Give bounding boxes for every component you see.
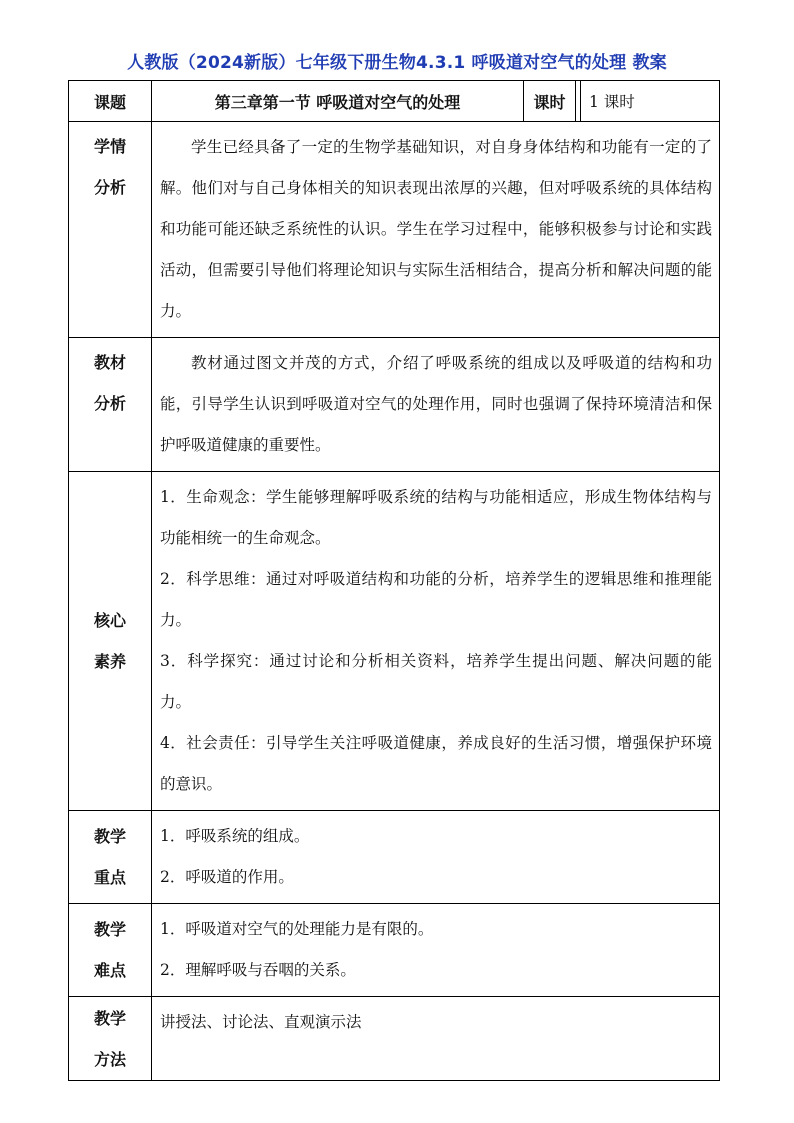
textbook-analysis-text: 教材通过图文并茂的方式，介绍了呼吸系统的组成以及呼吸道的结构和功能，引导学生认识到呼吸道对空气的处理作用，同时也强调了保持环境清洁和保护呼吸道健康的重要性。 [152, 338, 720, 472]
core-literacy-label [69, 472, 152, 811]
label-line-2: 重点 [93, 868, 126, 887]
methods-label [69, 997, 152, 1081]
methods-text: 讲授法、讨论法、直观演示法 [152, 997, 720, 1081]
difficulties-label [69, 904, 152, 997]
core-literacy-list [152, 472, 720, 811]
lesson-plan-table [68, 80, 720, 1081]
core-literacy-row [69, 472, 720, 811]
key-points-row [69, 811, 720, 904]
list-item: 3．科学探究：通过讨论和分析相关资料，培养学生提出问题、解决问题的能力。 [160, 652, 712, 711]
textbook-analysis-label [69, 338, 152, 472]
label-line-2: 分析 [93, 178, 126, 197]
header-row [69, 81, 720, 122]
list-item: 2．理解呼吸与吞咽的关系。 [160, 961, 356, 979]
list-item: 4．社会责任：引导学生关注呼吸道健康，养成良好的生活习惯，增强保护环境的意识。 [160, 734, 712, 793]
label-line-1: 教学 [93, 1008, 126, 1028]
label-line-1: 学情 [93, 137, 126, 156]
key-points-list [152, 811, 720, 904]
label-line-2: 方法 [93, 1049, 126, 1069]
label-line-1: 教学 [93, 920, 126, 939]
document-title: 人教版（2024新版）七年级下册生物4.3.1 呼吸道对空气的处理 教案 [127, 53, 667, 73]
difficulties-row [69, 904, 720, 997]
difficulties-list [152, 904, 720, 997]
methods-row [69, 997, 720, 1081]
list-item: 1．生命观念：学生能够理解呼吸系统的结构与功能相适应，形成生物体结构与功能相统一的生命观念。 [160, 488, 712, 547]
topic-label: 课题 [69, 81, 152, 122]
label-line-2: 素养 [93, 652, 126, 671]
textbook-analysis-row [69, 338, 720, 472]
label-line-2: 分析 [93, 394, 126, 413]
topic-value: 第三章第一节 呼吸道对空气的处理 [152, 81, 524, 122]
label-line-1: 教学 [93, 827, 126, 846]
period-value: 1 课时 [581, 81, 720, 122]
learner-analysis-row [69, 122, 720, 338]
learner-analysis-label [69, 122, 152, 338]
label-line-1: 教材 [93, 353, 126, 372]
learner-analysis-text: 学生已经具备了一定的生物学基础知识，对自身身体结构和功能有一定的了解。他们对与自己身体相关的知识表现出浓厚的兴趣，但对呼吸系统的具体结构和功能可能还缺乏系统性的认识。学生在学习过程中，能够积极参与讨论和实践活动，但需要引导他们将理论知识与实际生活相结合，提高分析和解决问题的能力。 [152, 122, 720, 338]
list-item: 2．呼吸道的作用。 [160, 868, 294, 886]
key-points-label [69, 811, 152, 904]
list-item: 1．呼吸道对空气的处理能力是有限的。 [160, 920, 434, 938]
label-line-1: 核心 [93, 611, 126, 630]
list-item: 1．呼吸系统的组成。 [160, 827, 310, 845]
label-line-2: 难点 [93, 961, 126, 980]
list-item: 2．科学思维：通过对呼吸道结构和功能的分析，培养学生的逻辑思维和推理能力。 [160, 570, 712, 629]
period-label: 课时 [524, 81, 576, 122]
